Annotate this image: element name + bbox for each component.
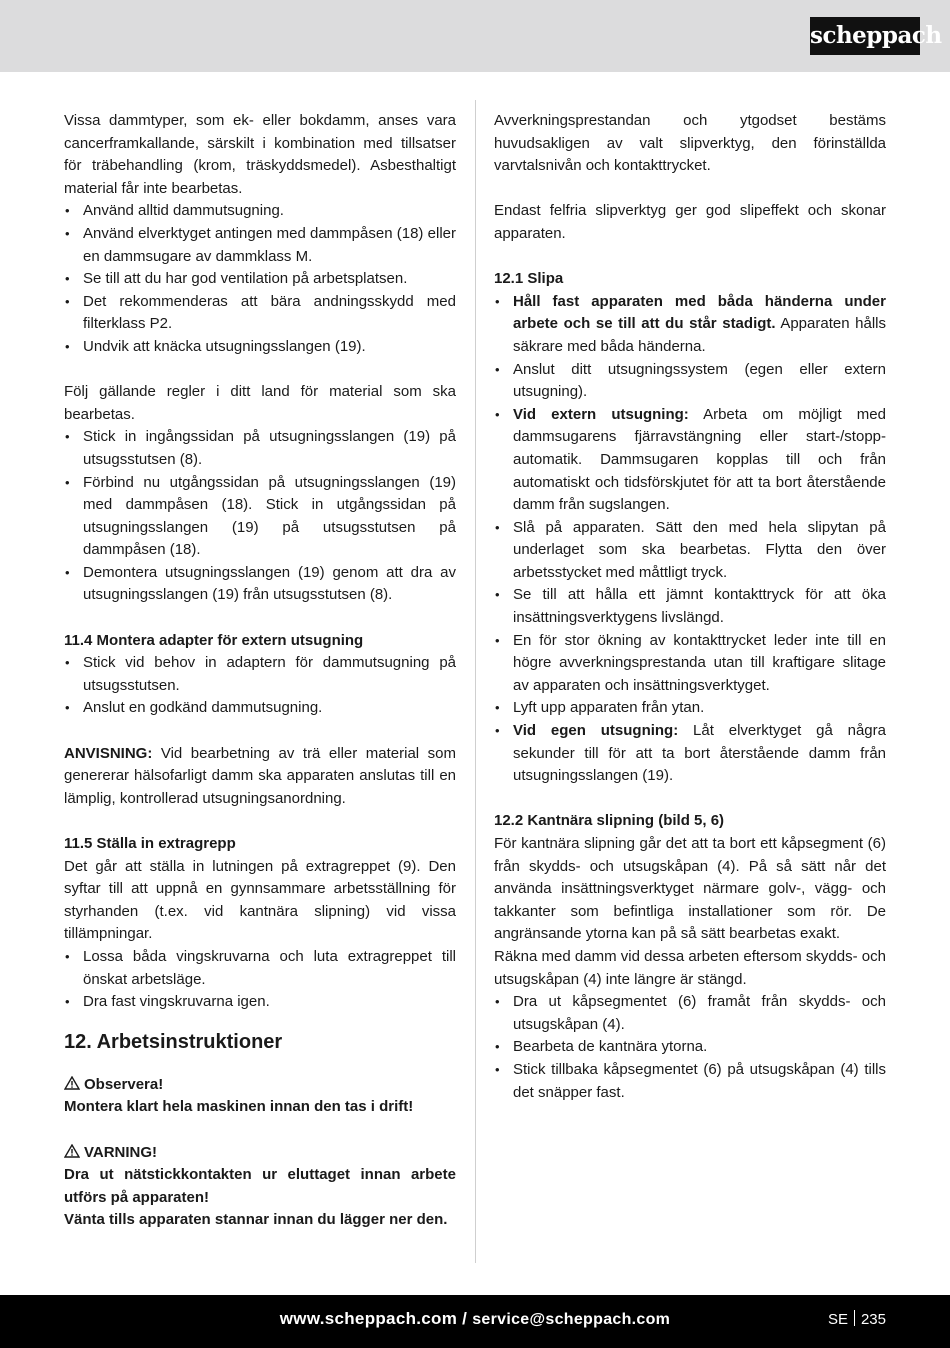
hose-list <box>64 426 456 607</box>
list-item: • Vid egen utsugning: Låt elverktyget gå några sekunder till för att ta bort återstående damm från utsugningsslangen (19). <box>494 720 886 788</box>
grip-list <box>64 946 456 1014</box>
warning-triangle-icon <box>64 1144 80 1158</box>
list-item: • Se till att du har god ventilation på arbetsplatsen. <box>64 268 456 291</box>
section-heading-12-1: 12.1 Slipa <box>494 270 564 288</box>
warning-text-wait: Vänta tills apparaten stannar innan du lägger ner den. <box>64 1211 448 1229</box>
performance-paragraph: Avverkningsprestandan och ytgodset bestäms huvudsakligen av valt slipverktyg, den förinställda varvtalsnivån och kontakttrycket. <box>494 112 886 175</box>
list-item: • Använd alltid dammutsugning. <box>64 200 456 223</box>
language-code: SE <box>827 1311 848 1328</box>
list-item: • Stick tillbaka kåpsegmentet (6) på utsugskåpan (4) tills det snäpper fast. <box>494 1059 886 1104</box>
caution-title: Observera! <box>64 1074 456 1097</box>
page-number <box>828 1310 886 1328</box>
chapter-heading-12: 12. Arbetsinstruktioner <box>64 1030 283 1053</box>
list-item: • Anslut ditt utsugningssystem (egen eller extern utsugning). <box>494 359 886 404</box>
page-header <box>0 0 950 72</box>
list-item: • Dra ut kåpsegmentet (6) framåt från skydds- och utsugskåpan (4). <box>494 991 886 1036</box>
edge-sanding-paragraph: För kantnära slipning går det att ta bort ett kåpsegment (6) från skydds- och utsugskåpan (4). På så sätt når det använda insättningsverktyget närmare golv-, vägg- och takkanter som befintliga installationer som rör. De angränsande ytorna kan på så sätt bearbetas exakt. <box>494 835 886 943</box>
tools-paragraph: Endast felfria slipverktyg ger god slipeffekt och skonar apparaten. <box>494 202 886 242</box>
note-paragraph <box>64 743 456 811</box>
list-item: • Det rekommenderas att bära andningsskydd med filterklass P2. <box>64 291 456 336</box>
page-footer <box>0 1295 950 1348</box>
footer-contact: www.scheppach.com / service@scheppach.com <box>279 1309 671 1328</box>
list-item: • Se till att hålla ett jämnt kontakttryck för att öka insättningsverktygens livslängd. <box>494 584 886 629</box>
warning-text-unplug: Dra ut nätstickkontakten ur eluttaget innan arbete utförs på apparaten! <box>64 1166 456 1206</box>
list-item: • Lyft upp apparaten från ytan. <box>494 697 886 720</box>
regulations-paragraph: Följ gällande regler i ditt land för material som ska bearbetas. <box>64 383 456 423</box>
list-item: • Använd elverktyget antingen med dammpåsen (18) eller en dammsugare av dammklass M. <box>64 223 456 268</box>
sanding-list <box>494 291 886 788</box>
list-item: • Håll fast apparaten med båda händerna under arbete och se till att du står stadigt. Apparaten hålls säkrare med båda händerna. <box>494 291 886 359</box>
warning-title: VARNING! <box>64 1142 456 1165</box>
left-column <box>64 110 456 1232</box>
list-item: • Stick vid behov in adaptern för dammutsugning på utsugsstutsen. <box>64 652 456 697</box>
list-item: • Slå på apparaten. Sätt den med hela slipytan på underlaget som ska bearbetas. Flytta den över arbetsstycket med måttligt tryck. <box>494 517 886 585</box>
note-label: ANVISNING: <box>64 744 153 762</box>
column-divider <box>475 100 476 1263</box>
grip-paragraph: Det går att ställa in lutningen på extragreppet (9). Den syftar till att uppnå en gynnsammare arbetsställning för styrhanden (t.ex. vid kantnära slipning) vid vissa tillämpningar. <box>64 857 456 943</box>
website-link[interactable]: www.scheppach.com <box>279 1309 458 1328</box>
warning-triangle-icon <box>64 1076 80 1090</box>
intro-paragraph: Vissa dammtyper, som ek- eller bokdamm, anses vara cancerframkallande, särskilt i kombination med tillsatser för träbehandling (krom, träskyddsmedel). Asbesthaltigt material får inte bearbetas. <box>64 112 456 197</box>
section-heading-11-5: 11.5 Ställa in extragrepp <box>64 835 236 852</box>
list-item: • Förbind nu utgångssidan på utsugningsslangen (19) med dammpåsen (18). Stick in utgångssidan på utsugningsslangen (19) på utsugsstutsen på dammpåsen (18). <box>64 472 456 562</box>
section-heading-12-2: 12.2 Kantnära slipning (bild 5, 6) <box>494 812 725 830</box>
list-item: • Demontera utsugningsslangen (19) genom att dra av utsugningsslangen (19) från utsugsstutsen (8). <box>64 562 456 607</box>
dust-list <box>64 200 456 358</box>
list-item: • Bearbeta de kantnära ytorna. <box>494 1036 886 1059</box>
list-item: • Dra fast vingskruvarna igen. <box>64 991 456 1014</box>
list-item: • Lossa båda vingskruvarna och luta extragreppet till önskat arbetsläge. <box>64 946 456 991</box>
section-heading-11-4: 11.4 Montera adapter för extern utsugning <box>64 631 364 649</box>
adapter-list <box>64 652 456 720</box>
list-item: • Anslut en godkänd dammutsugning. <box>64 697 456 720</box>
list-item: • Vid extern utsugning: Arbeta om möjligt med dammsugarens fjärravstängning eller start-/stopp-automatik. Dammsugaren kopplas till och från automatiskt och tidsförskjutet för att ta bort återstående damm från sugslangen. <box>494 404 886 517</box>
brand-logo: scheppach <box>810 17 920 55</box>
note-text: Vid bearbetning av trä eller material som genererar hälsofarligt damm ska apparaten anslutas till en lämplig, kontrollerad utsugningsanordning. <box>64 744 456 807</box>
list-item: • Stick in ingångssidan på utsugningsslangen (19) på utsugsstutsen (8). <box>64 426 456 471</box>
email-link[interactable]: service@scheppach.com <box>472 1311 671 1328</box>
page-count: 235 <box>860 1311 886 1328</box>
list-item: • En för stor ökning av kontakttrycket leder inte till en högre avverkningsprestanda utan till kraftigare slitage av apparaten och insättningsverktyget. <box>494 630 886 698</box>
caution-text: Montera klart hela maskinen innan den tas i drift! <box>64 1098 414 1116</box>
dust-note-paragraph: Räkna med damm vid dessa arbeten eftersom skydds- och utsugskåpan (4) inte längre är stängd. <box>494 947 886 988</box>
list-item: • Undvik att knäcka utsugningsslangen (19). <box>64 336 456 359</box>
edge-sanding-list <box>494 991 886 1104</box>
right-column <box>494 110 886 1104</box>
